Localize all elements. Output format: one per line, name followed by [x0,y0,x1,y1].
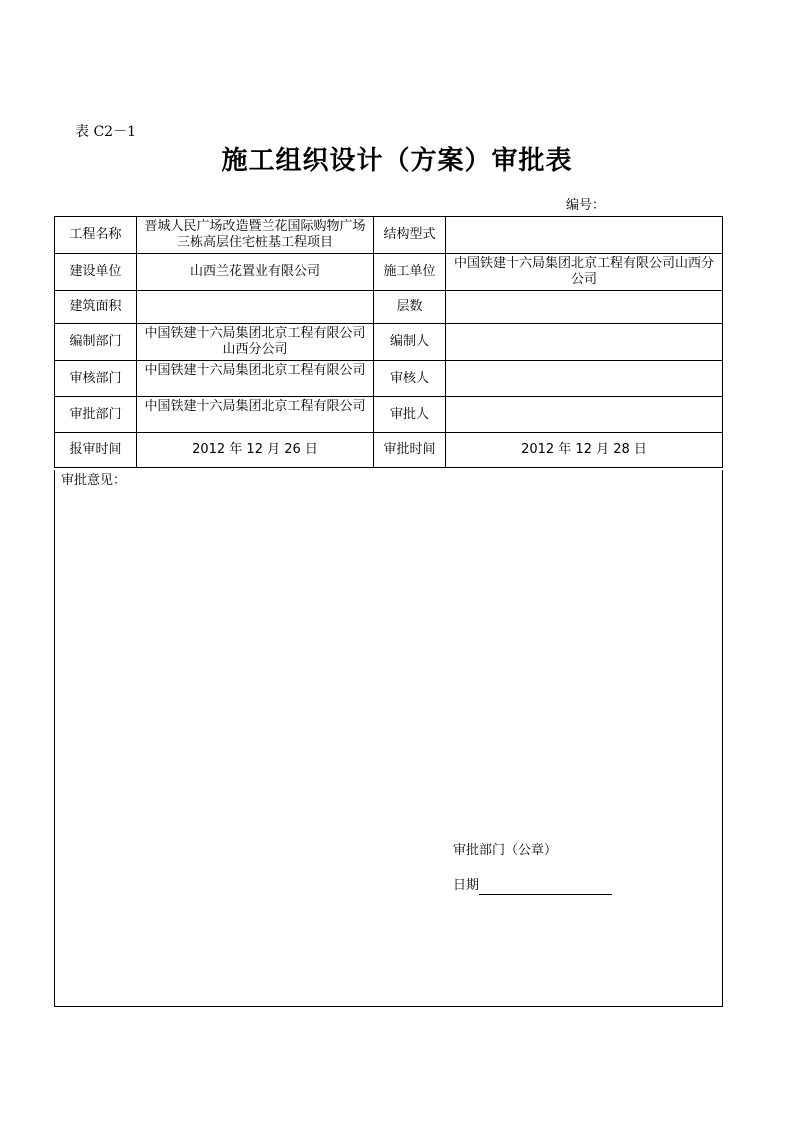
floors-value[interactable] [446,291,723,324]
contractor-text: 中国铁建十六局集团北京工程有限公司山西分公司 [453,256,714,287]
structure-type-value[interactable] [446,217,723,254]
floor-area-label: 建筑面积 [55,291,137,324]
structure-type-label: 结构型式 [374,217,446,254]
floor-area-value[interactable] [137,291,374,324]
approve-dept-text: 中国铁建十六局集团北京工程有限公司 [144,398,366,414]
approve-time-label: 审批时间 [374,433,446,468]
preparer-value[interactable] [446,324,723,361]
table-row-units [55,254,723,291]
page-title: 施工组织设计（方案）审批表 [221,146,573,176]
table-row-area [55,291,723,324]
approval-opinion-box[interactable] [54,470,723,1007]
seal-label: 审批部门（公章） [453,843,558,858]
project-name-text: 晋城人民广场改造暨兰花国际购物广场三栋高层住宅桩基工程项目 [144,219,366,250]
project-name-label: 工程名称 [55,217,137,254]
review-dept-text: 中国铁建十六局集团北京工程有限公司 [144,362,366,378]
owner-label: 建设单位 [55,254,137,291]
approval-opinion-label: 审批意见： [61,473,127,488]
form-code: 表 C2－1 [75,124,136,140]
date-line [453,877,612,895]
approve-dept-value[interactable] [137,397,374,433]
table-row-time [55,433,723,468]
reviewer-label: 审核人 [374,361,446,397]
floors-label: 层数 [374,291,446,324]
date-input-underline[interactable] [479,880,612,895]
contractor-label: 施工单位 [374,254,446,291]
prepared-dept-label: 编制部门 [55,324,137,361]
preparer-label: 编制人 [374,324,446,361]
owner-value[interactable]: 山西兰花置业有限公司 [137,254,374,291]
project-name-value[interactable] [137,217,374,254]
prepared-dept-text: 中国铁建十六局集团北京工程有限公司山西分公司 [144,326,366,357]
review-dept-label: 审核部门 [55,361,137,397]
contractor-value[interactable] [446,254,723,291]
approve-dept-label: 审批部门 [55,397,137,433]
reviewer-value[interactable] [446,361,723,397]
serial-number-label: 编号： [566,198,606,213]
date-label: 日期 [453,878,480,893]
submit-time-value[interactable]: 2012 年 12 月 26 日 [137,433,374,468]
table-row-prepared [55,324,723,361]
table-row-approve [55,397,723,433]
approval-form-table [54,216,723,468]
table-row-project [55,217,723,254]
submit-time-label: 报审时间 [55,433,137,468]
approver-value[interactable] [446,397,723,433]
approver-label: 审批人 [374,397,446,433]
prepared-dept-value[interactable] [137,324,374,361]
table-row-review [55,361,723,397]
approve-time-value[interactable]: 2012 年 12 月 28 日 [446,433,723,468]
review-dept-value[interactable] [137,361,374,397]
